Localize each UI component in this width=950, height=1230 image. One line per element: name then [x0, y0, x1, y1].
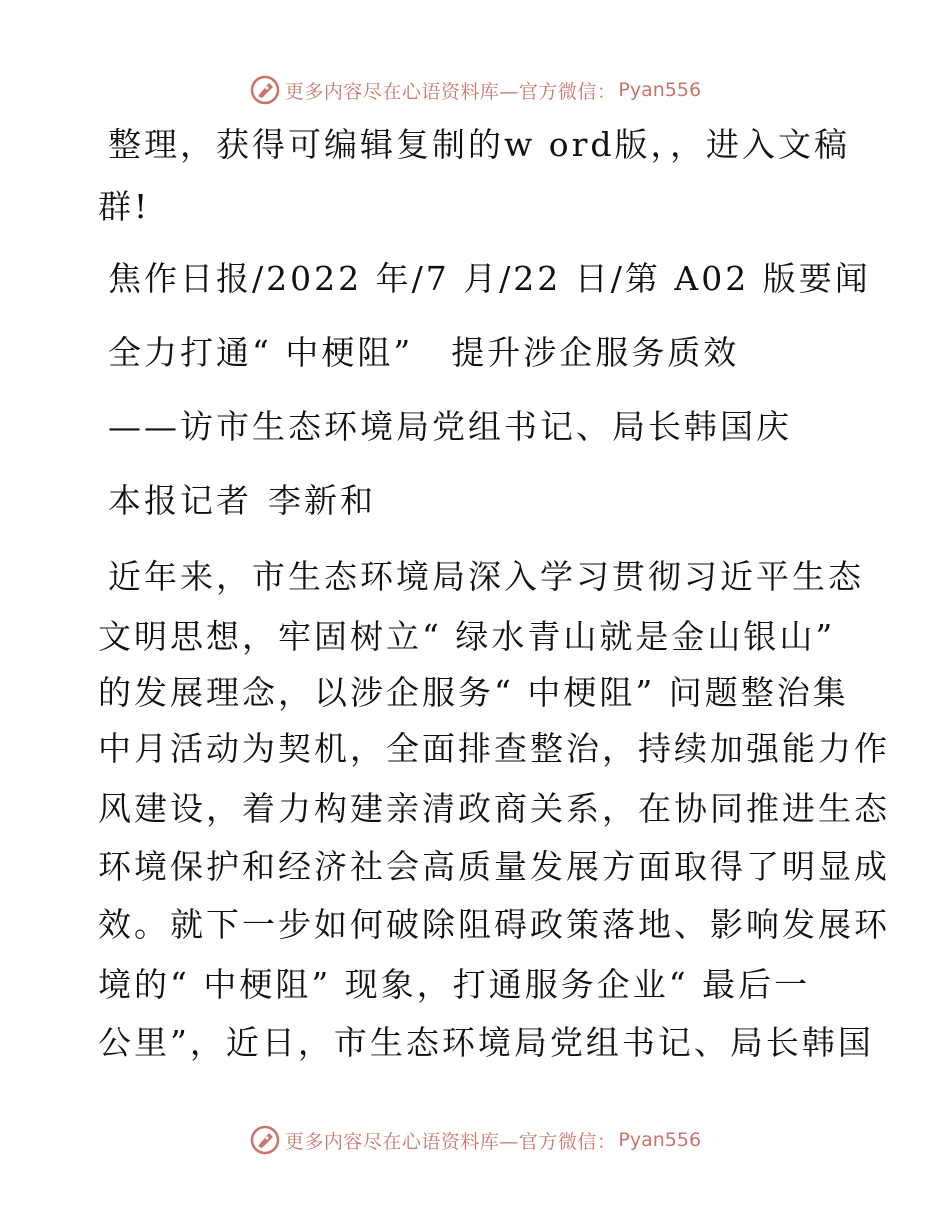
watermark-handle: Pyan556 [618, 79, 702, 101]
intro-line-1: 整理，获得可编辑复制的w ord版，，进入文稿 [108, 125, 851, 164]
body-line-9: 公里”，近日，市生态环境局党组书记、局长韩国 [98, 1023, 874, 1062]
article-title-part-2: 提升涉企服务质效 [451, 333, 740, 372]
body-line-2: 文明思想，牢固树立“ 绿水青山就是金山银山” [98, 617, 836, 656]
body-line-7: 效。就下一步如何破除阻碍政策落地、影响发展环 [98, 905, 890, 944]
body-line-4: 中月活动为契机，全面排查整治，持续加强能力作 [98, 729, 890, 768]
pen-nib-logo-icon [249, 1124, 281, 1156]
byline [108, 481, 376, 521]
byline-label: 本报记者 [108, 481, 252, 520]
body-line-5: 风建设，着力构建亲清政商关系，在协同推进生态 [98, 789, 890, 828]
watermark-handle: Pyan556 [618, 1129, 702, 1151]
body-line-3: 的发展理念，以涉企服务“ 中梗阻” 问题整治集 [98, 673, 849, 712]
watermark-text: 更多内容尽在心语资料库—官方微信： [284, 1130, 617, 1153]
byline-name: 李新和 [268, 481, 376, 520]
article-subtitle: ——访市生态环境局党组书记、局长韩国庆 [108, 407, 792, 446]
intro-line-2: 群! [98, 187, 151, 226]
source-line: 焦作日报/2022 年/7 月/22 日/第 A02 版要闻 [108, 259, 871, 298]
watermark-text: 更多内容尽在心语资料库—官方微信： [284, 80, 617, 103]
pen-nib-logo-icon [249, 74, 281, 106]
article-title [108, 333, 739, 373]
body-line-8: 境的“ 中梗阻” 现象，打通服务企业“ 最后一 [98, 965, 811, 1004]
body-line-1: 近年来，市生态环境局深入学习贯彻习近平生态 [108, 557, 864, 596]
header-watermark-banner [0, 70, 950, 110]
body-line-6: 环境保护和经济社会高质量发展方面取得了明显成 [98, 847, 890, 886]
footer-watermark-banner [0, 1120, 950, 1160]
article-title-part-1: 全力打通“ 中梗阻” [108, 333, 414, 372]
